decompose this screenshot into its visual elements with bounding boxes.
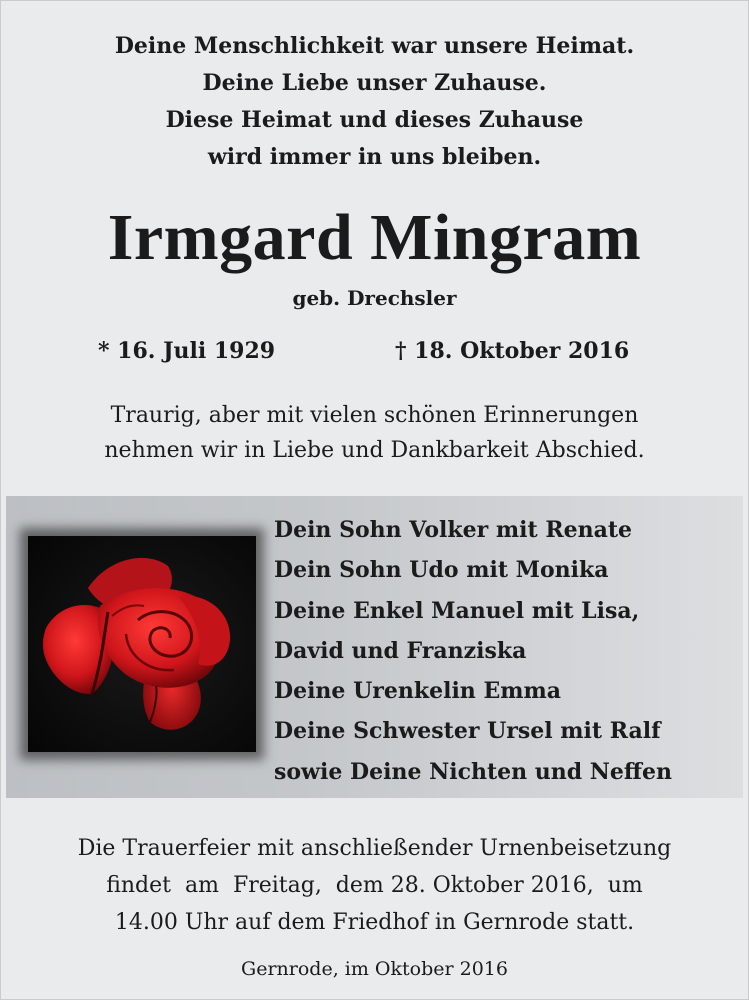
family-member: Dein Sohn Udo mit Monika [274, 557, 609, 584]
deceased-name: Irmgard Mingram [107, 201, 642, 274]
family-member: Dein Sohn Volker mit Renate [274, 517, 633, 543]
family-list [274, 510, 672, 792]
family-member: Deine Urenkelin Emma [274, 678, 562, 705]
family-member: sowie Deine Nichten und Neffen [274, 758, 672, 785]
ceremony-line: findet am Freitag, dem 28. Oktober 2016, um [106, 873, 643, 898]
red-rose-icon [28, 536, 256, 752]
farewell-line: Traurig, aber mit vielen schönen Erinnerungen [110, 403, 639, 428]
quote-line: Diese Heimat und dieses Zuhause [165, 107, 584, 133]
death-date: † 18. Oktober 2016 [395, 338, 630, 364]
place-date: Gernrode, im Oktober 2016 [241, 958, 508, 980]
ceremony-line: 14.00 Uhr auf dem Friedhof in Gernrode statt. [114, 910, 635, 935]
rose-image [28, 536, 256, 752]
farewell-text [0, 398, 749, 468]
quote-line: Deine Liebe unser Zuhause. [202, 70, 547, 96]
memorial-quote [0, 28, 749, 176]
family-member: Deine Enkel Manuel mit Lisa, [274, 597, 640, 624]
quote-line: Deine Menschlichkeit war unsere Heimat. [114, 33, 635, 59]
ceremony-line: Die Trauerfeier mit anschließender Urnenbeisetzung [77, 836, 672, 861]
quote-line: wird immer in uns bleiben. [207, 144, 542, 170]
funeral-details [0, 830, 749, 941]
birth-date: * 16. Juli 1929 [98, 338, 276, 364]
farewell-line: nehmen wir in Liebe und Dankbarkeit Abschied. [104, 438, 645, 463]
family-member: Deine Schwester Ursel mit Ralf [274, 718, 661, 745]
maiden-name: geb. Drechsler [292, 286, 457, 310]
family-member: David und Franziska [274, 637, 527, 664]
